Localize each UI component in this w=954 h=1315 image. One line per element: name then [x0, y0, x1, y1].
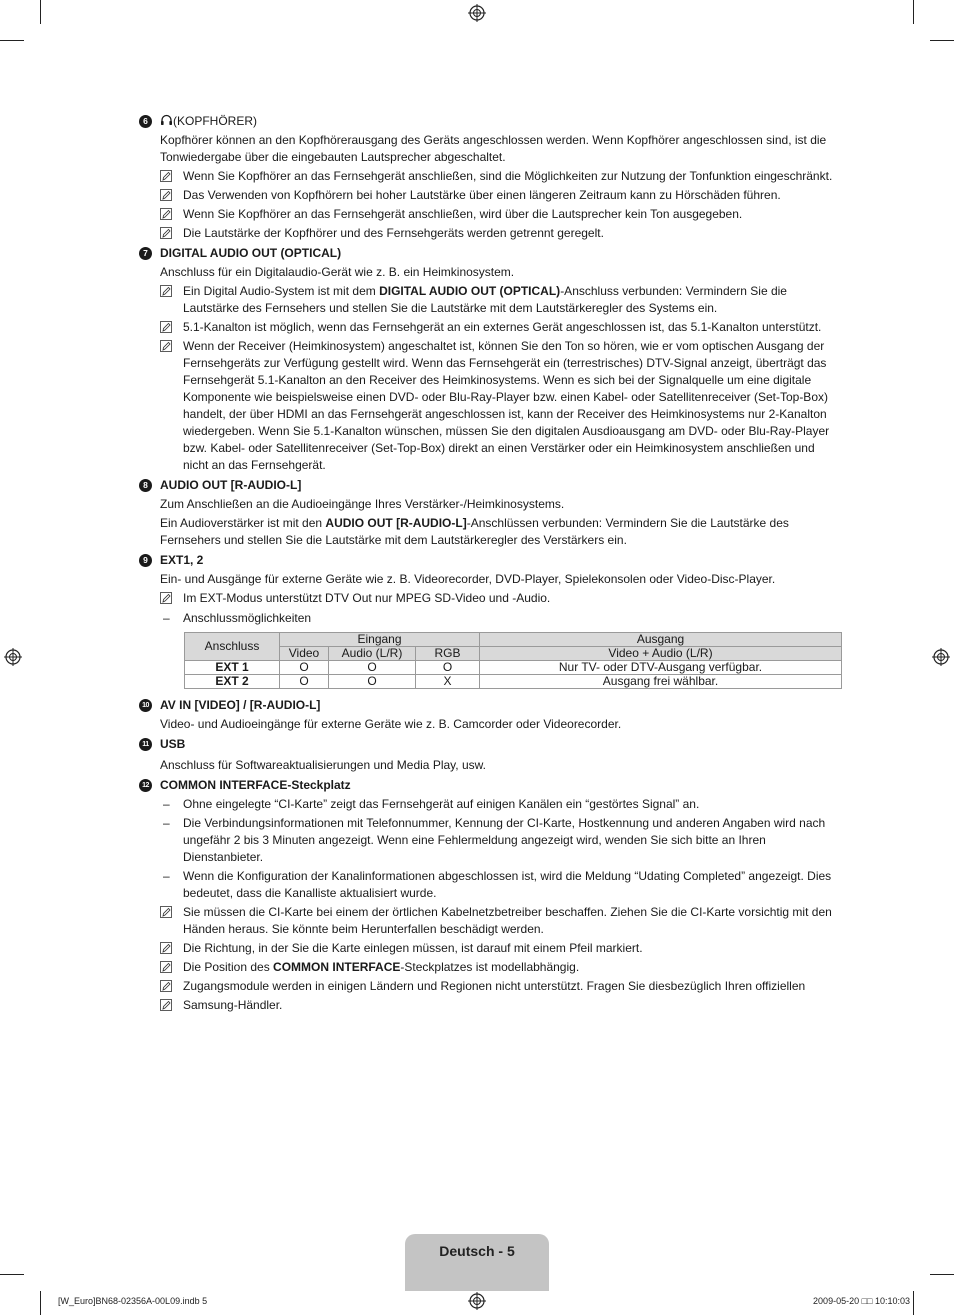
section-header [139, 697, 842, 714]
note [139, 940, 842, 957]
note [139, 904, 842, 938]
section-title: AUDIO OUT [R-AUDIO-L] [160, 478, 302, 492]
section-number: 10 [139, 699, 152, 712]
note-icon [160, 980, 172, 992]
note-icon [160, 592, 172, 604]
section-title: EXT1, 2 [160, 553, 204, 567]
section-header [139, 113, 842, 130]
section-header [139, 736, 842, 753]
note [139, 319, 842, 336]
manual-content [139, 110, 842, 1014]
table-header-row [185, 633, 842, 647]
paragraph: Video- und Audioeingänge für externe Geräte wie z. B. Camcorder oder Videorecorder. [160, 717, 622, 731]
crop-mark [0, 1274, 24, 1275]
crop-mark [913, 0, 914, 24]
table-header-video: Video [280, 647, 329, 661]
note-text: Wenn Sie Kopfhörer an das Fernsehgerät anschließen, wird über die Lautsprecher kein Ton ausgegeben. [183, 207, 743, 221]
note-text: Sie müssen die CI-Karte bei einem der örtlichen Kabelnetzbetreiber beschaffen. Ziehen Sie die CI-Karte vorsichtig mit den Händen heraus. Sie könnte beim Herunterfallen beschädigt werden. [183, 905, 832, 936]
dash-mark: – [163, 797, 170, 811]
table-row [185, 661, 842, 675]
registration-mark-icon [932, 648, 950, 666]
crop-mark [913, 1291, 914, 1315]
note-text: Die Lautstärke der Kopfhörer und des Fernsehgeräts werden getrennt geregelt. [183, 226, 604, 240]
note-text: Im EXT-Modus unterstützt DTV Out nur MPEG SD-Video und -Audio. [183, 591, 551, 605]
registration-mark-icon [468, 4, 486, 22]
note-text: Zugangsmodule werden in einigen Ländern und Regionen nicht unterstützt. Fragen Sie diesbezüglich Ihren offiziellen [183, 979, 806, 993]
note-icon [160, 321, 172, 333]
section-number: 7 [139, 247, 152, 260]
dash-mark: – [163, 816, 170, 830]
section-header [139, 777, 842, 794]
table-row [185, 675, 842, 689]
crop-mark [0, 40, 24, 41]
paragraph: Anschluss für ein Digitalaudio-Gerät wie z. B. ein Heimkinosystem. [160, 265, 515, 279]
note [139, 959, 842, 976]
paragraph [139, 515, 842, 549]
table-header-anschluss: Anschluss [185, 633, 280, 661]
section-number: 6 [139, 115, 152, 128]
dash-text: Anschlussmöglichkeiten [183, 611, 312, 625]
dash-item [139, 815, 842, 866]
section-title: USB [160, 737, 186, 751]
section-digital-audio-out [139, 245, 842, 474]
table-cell: Ausgang frei wählbar. [480, 675, 842, 689]
note-icon [160, 189, 172, 201]
section-number: 9 [139, 554, 152, 567]
paragraph: Anschluss für Softwareaktualisierungen und Media Play, usw. [160, 758, 486, 772]
note [139, 187, 842, 204]
table-cell: Nur TV- oder DTV-Ausgang verfügbar. [480, 661, 842, 675]
dash-mark: – [163, 869, 170, 883]
section-header [139, 552, 842, 569]
dash-item [139, 796, 842, 813]
section-title: AV IN [VIDEO] / [R-AUDIO-L] [160, 698, 321, 712]
dash-mark: – [163, 611, 170, 625]
note-icon [160, 906, 172, 918]
note-text: Ein Digital Audio-System ist mit dem [183, 284, 380, 298]
note [139, 978, 842, 995]
section-audio-out [139, 477, 842, 549]
registration-mark-icon [4, 648, 22, 666]
note-icon [160, 942, 172, 954]
dash-text: Ohne eingelegte “CI-Karte” zeigt das Fernsehgerät auf einigen Kanälen ein “gestörtes Signal” an. [183, 797, 700, 811]
table-header-video-audio: Video + Audio (L/R) [480, 647, 842, 661]
table-cell: O [329, 661, 416, 675]
dash-text: Wenn die Konfiguration der Kanalinformationen abgeschlossen ist, wird die Meldung “Udating Completed” angezeigt. Dies bedeutet, dass die Kanalliste aktualisiert wurde. [183, 869, 832, 900]
section-usb [139, 736, 842, 774]
crop-mark [40, 0, 41, 24]
section-headphones [139, 113, 842, 242]
table-cell: X [416, 675, 480, 689]
note-text: Das Verwenden von Kopfhörern bei hoher Lautstärke über einen längeren Zeitraum kann zu Hörschäden führen. [183, 188, 781, 202]
paragraph: Kopfhörer können an den Kopfhörerausgang des Geräts angeschlossen werden. Wenn Kopfhörer angeschlossen sind, ist die Tonwiedergabe über die eingebauten Lautsprecher abgeschaltet. [160, 133, 827, 164]
section-number: 12 [139, 779, 152, 792]
crop-mark [40, 1291, 41, 1315]
note [139, 590, 842, 607]
headphones-icon [160, 114, 173, 126]
note [139, 338, 842, 474]
print-slug-right: 2009-05-20 □□ 10:10:03 [813, 1296, 910, 1306]
note-text: Die Richtung, in der Sie die Karte einlegen müssen, ist darauf mit einem Pfeil markiert. [183, 941, 643, 955]
table-header-eingang: Eingang [280, 633, 480, 647]
note-text: Die Position des [183, 960, 274, 974]
para-text: Ein Audioverstärker ist mit den [160, 516, 326, 530]
table-cell: O [416, 661, 480, 675]
table-cell: EXT 1 [185, 661, 280, 675]
table-subheader-row [185, 647, 842, 661]
section-title: COMMON INTERFACE-Steckplatz [160, 778, 351, 792]
note-text: 5.1-Kanalton ist möglich, wenn das Fernsehgerät an ein externes Gerät angeschlossen ist, das 5.1-Kanalton unterstützt. [183, 320, 822, 334]
note-icon [160, 285, 172, 297]
dash-text: Die Verbindungsinformationen mit Telefonnummer, Kennung der CI-Karte, Hostkennung und anderen Angaben wird nach ungefähr 2 bis 3 Minuten angezeigt. Wenn eine Fehlermeldung angezeigt wird, wenden Sie sich bitte an Ihren Dienstanbieter. [183, 816, 826, 864]
note [139, 168, 842, 185]
table-header-rgb: RGB [416, 647, 480, 661]
crop-mark [930, 1274, 954, 1275]
note [139, 997, 842, 1014]
note-text: -Steckplatzes ist modellabhängig. [400, 960, 580, 974]
section-title: (KOPFHÖRER) [173, 114, 257, 128]
table-cell: O [329, 675, 416, 689]
note [139, 225, 842, 242]
table-cell: EXT 2 [185, 675, 280, 689]
paragraph: Ein- und Ausgänge für externe Geräte wie z. B. Videorecorder, DVD-Player, Spielekonsolen oder Video-Disc-Player. [160, 572, 776, 586]
note-icon [160, 999, 172, 1011]
note-icon [160, 208, 172, 220]
section-title: DIGITAL AUDIO OUT (OPTICAL) [160, 246, 342, 260]
table-header-audio: Audio (L/R) [329, 647, 416, 661]
note [139, 206, 842, 223]
note-icon [160, 340, 172, 352]
note-icon [160, 170, 172, 182]
note-text: Wenn der Receiver (Heimkinosystem) angeschaltet ist, können Sie den Ton so hören, wie er vom optischen Ausgang der Fernsehgeräts zur Verfügung gestellt wird. Wenn das Fernsehgerät ein (terrestrisches) DTV-Signal anzeigt, überträgt das Fernsehgerät 5.1-Kanalton an den Receiver des Heimkinosystems. Wenn es sich bei der Signalquelle um eine digitale Komponente wie beispielsweise einen DVD- oder Blu-Ray-Player bzw. einen Kabel- oder Satellitenreceiver (Set-Top-Box) handelt, der über HDMI an das Fernsehgerät angeschlossen ist, kann der Receiver des Heimkinosystems nur 2-Kanalton wiedergeben. Wenn Sie 5.1-Kanalton wünschen, müssen Sie den digitalen Ausdioausgang am DVD- oder Blu-Ray-Player bzw. Kabel- oder Satellitenreceiver (Set-Top-Box) direkt an einen Verstärker oder ein Heimkinosystem anschließen und nicht an das Fernsehgerät. [183, 339, 830, 472]
section-ext [139, 552, 842, 689]
paragraph: Zum Anschließen an die Audioeingänge Ihres Verstärker-/Heimkinosystems. [160, 497, 565, 511]
table-cell: O [280, 675, 329, 689]
page-label: Deutsch - 5 [439, 1243, 515, 1259]
para-bold: AUDIO OUT [R-AUDIO-L] [325, 516, 467, 530]
note-text: Samsung-Händler. [183, 998, 283, 1012]
note-bold: DIGITAL AUDIO OUT (OPTICAL) [379, 284, 561, 298]
print-slug-left: [W_Euro]BN68-02356A-00L09.indb 5 [58, 1296, 208, 1306]
para-text: -Anschlüssen verbunden: Vermindern Sie die Lautstärke des Fernsehers und stellen Sie die Lautstärke mit dem Lautstärkeregler des Verstärkers ein. [160, 516, 789, 547]
registration-mark-icon [468, 1292, 486, 1310]
dash-item [139, 610, 842, 627]
note [139, 283, 842, 317]
section-number: 11 [139, 738, 152, 751]
table-cell: O [280, 661, 329, 675]
section-number: 8 [139, 479, 152, 492]
note-icon [160, 961, 172, 973]
ext-connection-table [184, 632, 842, 689]
section-header [139, 245, 842, 262]
note-text: -Anschluss verbunden: Vermindern Sie die Lautstärke des Fernsehers und stellen Sie die Lautstärke mit dem Lautstärkeregler des Systems ein. [183, 284, 787, 315]
section-header [139, 477, 842, 494]
section-common-interface [139, 777, 842, 1014]
table-header-ausgang: Ausgang [480, 633, 842, 647]
crop-mark [930, 40, 954, 41]
dash-item [139, 868, 842, 902]
section-av-in [139, 697, 842, 733]
note-icon [160, 227, 172, 239]
note-bold: COMMON INTERFACE [273, 960, 401, 974]
note-text: Wenn Sie Kopfhörer an das Fernsehgerät anschließen, sind die Möglichkeiten zur Nutzung der Tonfunktion eingeschränkt. [183, 169, 833, 183]
